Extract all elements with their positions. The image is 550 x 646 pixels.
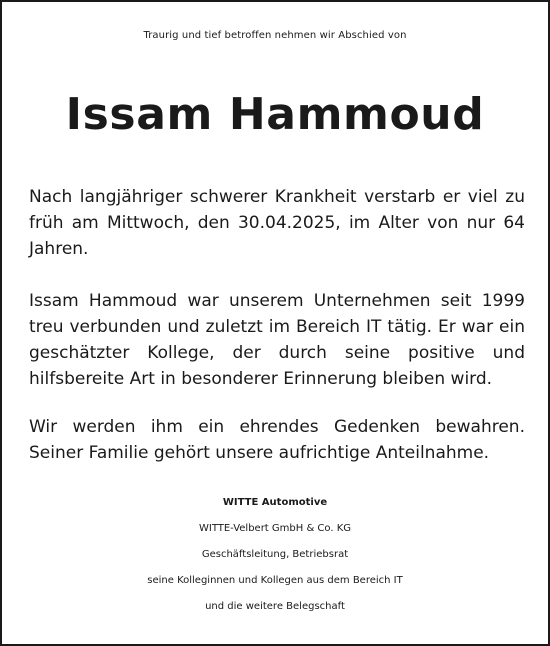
- signature-line: und die weitere Belegschaft: [205, 601, 345, 612]
- paragraph-death-info: Nach langjähriger schwerer Krankheit verstarb er viel zu früh am Mittwoch, den 30.04.2025, im Alter von nur 64 Jahren.: [29, 187, 525, 259]
- deceased-name: Issam Hammoud: [65, 89, 485, 140]
- signature-line: seine Kolleginnen und Kollegen aus dem Bereich IT: [147, 575, 403, 586]
- signature-block: [2, 490, 548, 620]
- paragraph-career: Issam Hammoud war unserem Unternehmen seit 1999 treu verbunden und zuletzt im Bereich IT tätig. Er war ein geschätzter Kollege, der durch seine positive und hilfsbereite Art in besonderer Erinnerung bleiben wird.: [29, 291, 525, 389]
- paragraph-condolence: Wir werden ihm ein ehrendes Gedenken bewahren. Seiner Familie gehört unsere aufrichtige Anteilnahme.: [29, 417, 525, 463]
- intro-line: Traurig und tief betroffen nehmen wir Abschied von: [143, 30, 407, 41]
- signature-line: Geschäftsleitung, Betriebsrat: [201, 549, 349, 560]
- company-name: WITTE Automotive: [222, 497, 328, 508]
- signature-line: WITTE-Velbert GmbH & Co. KG: [198, 523, 352, 534]
